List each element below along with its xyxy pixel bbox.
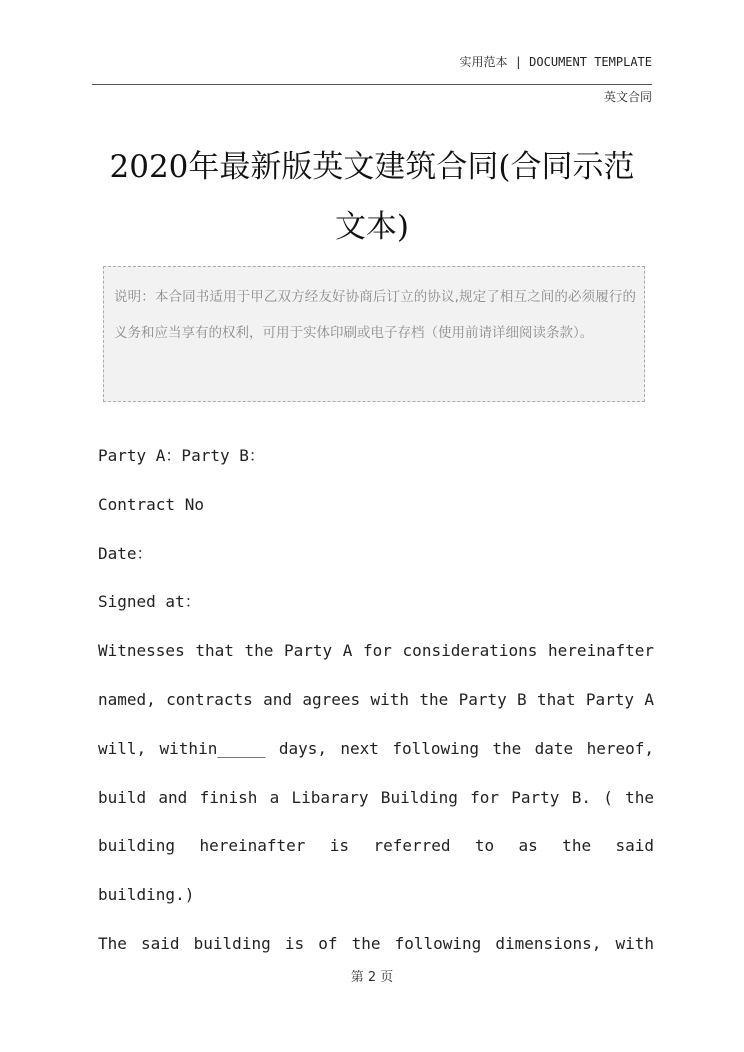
description-note: 说明：本合同书适用于甲乙双方经友好协商后订立的协议,规定了相互之间的必须履行的义务和应当享有的权利，可用于实体印刷或电子存档（使用前请详细阅读条款）。 (103, 266, 645, 402)
contract-body (98, 432, 654, 969)
page-number: 第 2 页 (350, 970, 394, 985)
party-line: Party A：Party B： (98, 446, 265, 465)
document-title: 2020年最新版英文建筑合同(合同示范文本) (109, 149, 635, 245)
header-category: 英文合同 (603, 90, 652, 104)
body-line: building hereinafter is referred to as the said building.) (98, 836, 654, 905)
body-line: Witnesses that the Party A for considerations hereinafter (98, 641, 654, 661)
signed-at: Signed at： (98, 592, 201, 612)
header-divider (92, 84, 652, 85)
body-line: will, within_____ days, next following the date hereof, (98, 738, 654, 758)
body-line: named, contracts and agrees with the Party B that Party A (98, 689, 654, 709)
contract-number: Contract No (98, 494, 204, 514)
body-line: build and finish a Libarary Building for Party B. ( the (98, 787, 654, 807)
contract-date: Date： (98, 543, 153, 563)
body-line: The said building is of the following dimensions, with (98, 933, 654, 953)
header-brand: 实用范本 | DOCUMENT TEMPLATE (459, 55, 652, 69)
